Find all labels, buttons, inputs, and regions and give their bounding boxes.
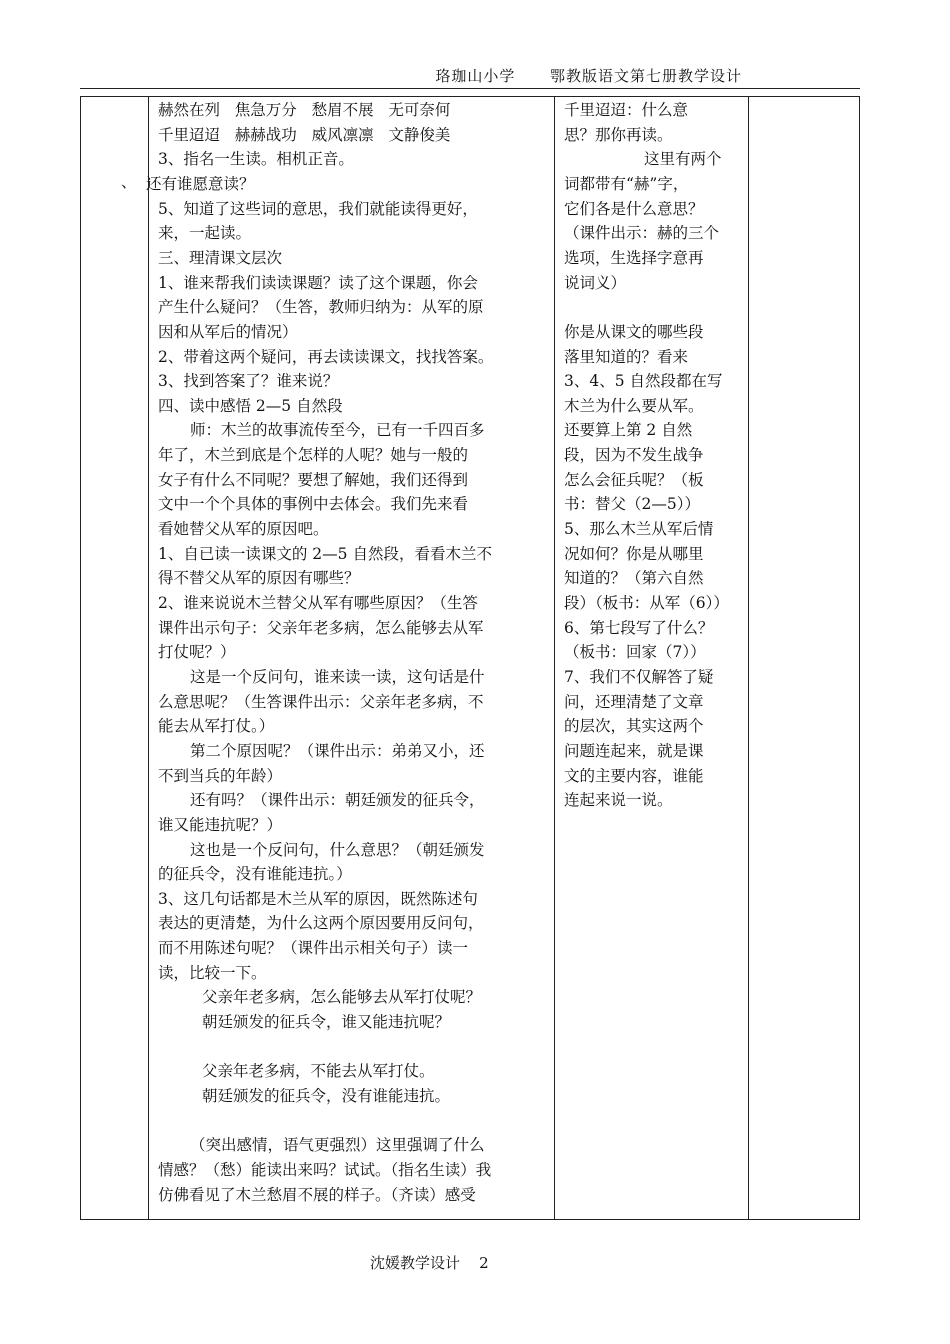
note-line: 知道的？（第六自然	[564, 569, 704, 588]
text-line: 女子有什么不同呢？要想了解她，我们还得到	[158, 470, 469, 489]
note-line: 文的主要内容，谁能	[564, 766, 704, 785]
column-divider-3	[748, 96, 749, 1220]
note-line: 况如何？你是从哪里	[564, 544, 704, 563]
text-line: 3、指名一生读。相机正音。	[158, 150, 354, 169]
table-border-right	[859, 96, 860, 1220]
header-title: 鄂教版语文第七册教学设计	[549, 67, 742, 85]
note-line: 6、第七段写了什么？	[564, 618, 714, 637]
note-line: 书：替父（2—5））	[564, 495, 700, 514]
table-border-bottom	[80, 1219, 860, 1220]
text-line: 的征兵令，没有谁能违抗。）	[158, 865, 352, 884]
text-line: 1、谁来帮我们读读课题？读了这个课题，你会	[158, 273, 478, 292]
text-line: 而不用陈述句呢？（课件出示相关句子）读一	[158, 939, 469, 958]
stray-mark: 、	[121, 173, 137, 191]
column-divider-1	[148, 96, 149, 1220]
text-line: 3、这几句话都是木兰从军的原因，既然陈述句	[158, 889, 478, 908]
note-line: 这里有两个	[644, 150, 722, 169]
table-border-top	[80, 96, 860, 97]
text-line: 师：木兰的故事流传至今，已有一千四百多	[190, 421, 485, 440]
text-line: 这是一个反问句，谁来读一读，这句话是什	[190, 667, 485, 686]
text-line: 因和从军后的情况）	[158, 322, 298, 341]
text-line: 表达的更清楚，为什么这两个原因要用反问句，	[158, 914, 484, 933]
note-line: 千里迢迢：什么意	[564, 101, 689, 119]
text-line: 2、谁来说说木兰替父从军有哪些原因？（生答	[158, 594, 478, 612]
text-line: 看她替父从军的原因吧。	[158, 520, 329, 539]
text-line: 朝廷颁发的征兵令，谁又能违抗呢？	[202, 1013, 451, 1032]
text-line: 第二个原因呢？（课件出示：弟弟又小，还	[190, 741, 485, 760]
note-line: 说词义）	[564, 273, 627, 292]
text-line: 5、知道了这些词的意思，我们就能读得更好，	[158, 199, 478, 218]
note-line: 问，还理清楚了文章	[564, 692, 704, 711]
text-line: 父亲年老多病，不能去从军打仗。	[202, 1062, 435, 1081]
footer-author: 沈媛教学设计	[370, 1254, 461, 1272]
note-line: 5、那么木兰从军后情	[564, 520, 714, 539]
note-line: （板书：回家（7））	[564, 643, 706, 662]
text-line: 四、读中感悟 2—5 自然段	[158, 396, 343, 415]
note-line: 段，因为不发生战争	[564, 446, 704, 465]
note-line: 还要算上第 2 自然	[564, 421, 693, 440]
text-line: 读，比较一下。	[158, 963, 267, 982]
text-line: 还有吗？（课件出示：朝廷颁发的征兵令，	[190, 791, 485, 810]
table-border-left	[80, 96, 81, 1220]
text-line: 仿佛看见了木兰愁眉不展的样子。（齐读）感受	[158, 1185, 476, 1204]
text-line: 还有谁愿意读？	[146, 174, 255, 193]
note-line: 段）（板书：从军（6））	[564, 594, 729, 612]
text-line: 2、带着这两个疑问，再去读读课文，找找答案。	[158, 347, 494, 366]
note-line: 连起来说一说。	[564, 791, 673, 810]
text-line: 么意思呢？（生答课件出示：父亲年老多病，不	[158, 692, 484, 711]
lesson-table	[80, 96, 860, 1220]
text-line: 课件出示句子：父亲年老多病，怎么能够去从军	[158, 618, 484, 637]
text-line: 产生什么疑问？（生答，教师归纳为：从军的原	[158, 298, 484, 317]
note-line: 7、我们不仅解答了疑	[564, 667, 714, 686]
note-line: 它们各是什么意思？	[564, 199, 704, 218]
note-line: 你是从课文的哪些段	[564, 322, 704, 341]
note-line: 木兰为什么要从军。	[564, 396, 704, 415]
text-line: 不到当兵的年龄）	[158, 766, 283, 785]
header-text	[435, 65, 742, 86]
note-line: 落里知道的？看来	[564, 347, 689, 366]
note-line: 怎么会征兵呢？（板	[564, 470, 704, 489]
text-line: 朝廷颁发的征兵令，没有谁能违抗。	[202, 1087, 451, 1105]
text-line: 这也是一个反问句，什么意思？（朝廷颁发	[190, 840, 485, 859]
header-school: 珞珈山小学	[435, 67, 516, 85]
note-line: 问题连起来，就是课	[564, 741, 704, 760]
text-line: 得不替父从军的原因有哪些？	[158, 569, 360, 588]
note-line: 词都带有“赫”字，	[564, 174, 689, 193]
note-line: 3、4、5 自然段都在写	[564, 372, 723, 391]
note-line: 选项，生选择字意再	[564, 248, 704, 267]
note-line: （课件出示：赫的三个	[564, 224, 720, 243]
text-line: 谁又能违抗呢？）	[158, 815, 283, 834]
text-line: 1、自已读一读课文的 2—5 自然段，看看木兰不	[158, 544, 492, 563]
note-line: 思？那你再读。	[564, 125, 673, 144]
page-number: 2	[479, 1254, 489, 1272]
text-line: 能去从军打仗。）	[158, 717, 275, 736]
text-line: 父亲年老多病，怎么能够去从军打仗呢？	[202, 988, 482, 1007]
text-line: 年了，木兰到底是个怎样的人呢？她与一般的	[158, 446, 469, 465]
text-line: 3、找到答案了？谁来说？	[158, 372, 339, 391]
text-line: 三、理清课文层次	[158, 248, 283, 267]
page-header	[80, 62, 860, 89]
text-line: 赫然在列 焦急万分 愁眉不展 无可奈何	[158, 101, 451, 119]
text-line: 文中一个个具体的事例中去体会。我们先来看	[158, 495, 469, 514]
note-line: 的层次，其实这两个	[564, 717, 704, 736]
text-line: 打仗呢？）	[158, 643, 236, 662]
column-divider-2	[554, 96, 555, 1220]
text-line: 情感？（愁）能读出来吗？试试。（指名生读）我	[158, 1160, 492, 1179]
text-line: （突出感情，语气更强烈）这里强调了什么	[190, 1136, 485, 1155]
text-line: 千里迢迢 赫赫战功 威风凛凛 文静俊美	[158, 125, 451, 144]
page-footer	[370, 1252, 489, 1273]
text-line: 来，一起读。	[158, 224, 252, 243]
